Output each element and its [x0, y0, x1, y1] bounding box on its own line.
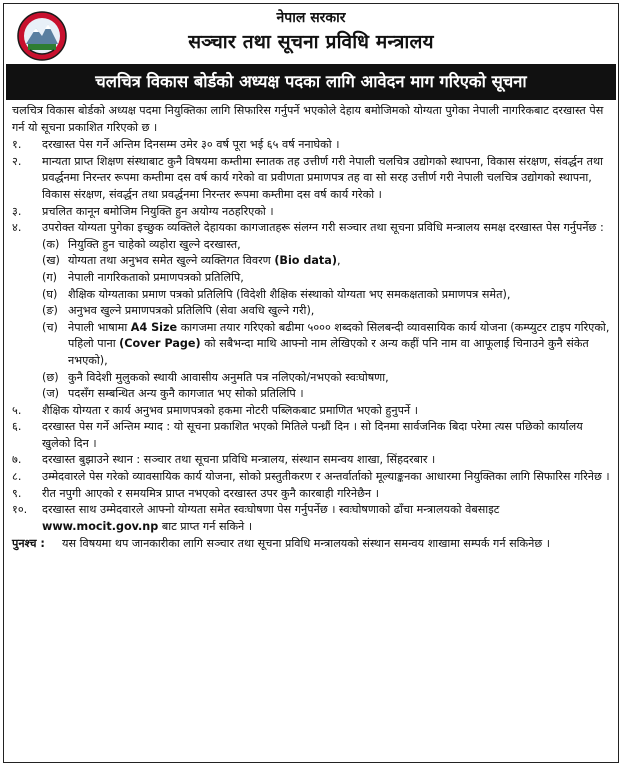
government-name: नेपाल सरकार: [276, 10, 346, 26]
list-item: [12, 469, 610, 486]
bio-data-term: (Bio data): [274, 254, 337, 268]
item-text-part: दरखास्त साथ उम्मेदवारले आफ्नो योग्यता समेत स्वःघोषणा पेस गर्नुपर्नेछ । स्वःघोषणाको ढाँचा मन्त्रालयको वेबसाइट: [42, 503, 500, 517]
postscript: [12, 536, 610, 553]
ministry-name: सञ्चार तथा सूचना प्रविधि मन्त्रालय: [188, 31, 434, 53]
sub-item-text-part: नेपाली भाषामा: [68, 320, 128, 334]
sub-item-text: नियुक्ति हुन चाहेको व्यहोरा खुल्ने दरखास्त,: [68, 237, 241, 251]
sub-item-number: (च): [42, 320, 58, 334]
sub-item-number: (क): [42, 237, 60, 251]
list-item: [12, 137, 610, 154]
item-number: ६.: [12, 420, 22, 434]
item-text: दरखास्त बुझाउने स्थान : सञ्चार तथा सूचना प्रविधि मन्त्रालय, संस्थान समन्वय शाखा, सिंहदरबार ।: [42, 453, 436, 467]
sub-item-text: शैक्षिक योग्यताका प्रमाण पत्रको प्रतिलिपि (विदेशी शैक्षिक संस्थाको योग्यता भए समकक्षताको प्रमाणपत्र समेत),: [68, 287, 511, 301]
sub-list-item: [42, 237, 610, 254]
sub-list-item: [42, 320, 610, 370]
notice-header: [4, 4, 618, 64]
list-item: [12, 486, 610, 503]
sub-item-number: (छ): [42, 370, 59, 384]
list-item: [12, 154, 610, 204]
sub-item-text: [68, 253, 610, 270]
postscript-label: पुनश्च :: [12, 537, 45, 551]
a4-size-term: A4 Size: [130, 320, 178, 334]
item-text: [42, 502, 610, 535]
sub-item-number: (घ): [42, 287, 58, 301]
item-number: १०.: [12, 503, 28, 517]
item-text: मान्यता प्राप्त शिक्षण संस्थाबाट कुनै विषयमा कम्तीमा स्नातक तह उत्तीर्ण गरी नेपाली चलचित्र उद्योगको स्थापना, विकास संरक्षण, संवर्द्धन तथा प्रवर्द्धनमा निरन्तर रूपमा कम्तीमा दस वर्ष कार्य गरेको वा प्रवीणता प्रमाणपत्र तह वा सो सरह उत्तीर्ण गरी नेपाली चलचित्र उद्योगको स्थापना, विकास संरक्षण, संवर्द्धन तथा प्रवर्द्धनमा निरन्तर रूपमा कम्तीमा दस वर्ष कार्य गरेको ।: [42, 154, 604, 201]
list-item: [12, 502, 610, 535]
item-number: १.: [12, 138, 22, 152]
sub-item-text-part: ,: [336, 254, 341, 268]
item-text: रीत नपुगी आएको र समयमित्र प्राप्त नभएको दरखास्त उपर कुनै कारबाही गरिनेछैन ।: [42, 486, 379, 500]
item-number: २.: [12, 154, 22, 168]
sub-item-text-part: को सबैभन्दा माथि आफ्नो नाम लेखिएको र अन्य कहीं पनि नाम वा आफूलाई चिनाउने कुनै संकेत नभएको),: [68, 337, 589, 367]
sub-item-number: (ज): [42, 387, 60, 401]
sub-list-item: [42, 287, 610, 304]
sub-item-number: (ख): [42, 254, 60, 268]
sub-list-item: [42, 303, 610, 320]
sub-item-text: अनुभव खुल्ने प्रमाणपत्रको प्रतिलिपि (सेवा अवधि खुल्ने गरी),: [68, 304, 315, 318]
list-item: [12, 403, 610, 420]
list-item: [12, 204, 610, 221]
sub-item-text-part: योग्यता तथा अनुभव समेत खुल्ने व्यक्तिगत विवरण: [68, 254, 271, 268]
item-text: प्रचलित कानून बमोजिम नियुक्ति हुन अयोग्य नठहरिएको ।: [42, 204, 274, 218]
item-text-part: बाट प्राप्त गर्न सकिने ।: [161, 519, 253, 533]
list-item: [12, 419, 610, 452]
item-number: ३.: [12, 204, 22, 218]
item-number: ८.: [12, 470, 22, 484]
sub-item-text: कुनै विदेशी मुलुकको स्थायी आवासीय अनुमति पत्र नलिएको/नभएको स्वःघोषणा,: [68, 370, 389, 384]
postscript-text: यस विषयमा थप जानकारीका लागि सञ्चार तथा सूचना प्रविधि मन्त्रालयको संस्थान समन्वय शाखामा सम्पर्क गर्न सकिनेछ ।: [62, 537, 550, 551]
sub-item-text: पदसँग सम्बन्धित अन्य कुनै कागजात भए सोको प्रतिलिपि ।: [68, 387, 304, 401]
item-text: दरखास्त पेस गर्ने अन्तिम म्याद : यो सूचना प्रकाशित भएको मितिले पन्ध्रौं दिन । सो दिनमा सार्वजनिक बिदा परेमा त्यस पछिको कार्यालय खुलेको दिन ।: [42, 420, 583, 450]
intro-paragraph: चलचित्र विकास बोर्डको अध्यक्ष पदमा नियुक्तिका लागि सिफारिस गर्नुपर्ने भएकोले देहाय बमोजिमको योग्यता पुगेका नेपाली नागरिकबाट दरखास्त पेस गर्न यो सूचना प्रकाशित गरिएको छ ।: [12, 104, 604, 134]
sub-list-item: [42, 270, 610, 287]
cover-page-term: (Cover Page): [119, 337, 201, 351]
list-item: [12, 452, 610, 469]
item-text: शैक्षिक योग्यता र कार्य अनुभव प्रमाणपत्रको हकमा नोटरी पब्लिकबाट प्रमाणित भएको हुनुपर्ने ।: [42, 403, 418, 417]
sub-list-item: [42, 370, 610, 387]
sub-list-item: [42, 386, 610, 403]
notice-body: [4, 100, 618, 553]
sub-item-text-part: कागजमा तयार गरिएको बढीमा ५००० शब्दको सिलबन्दी व्यावसायिक कार्य योजना (कम्प्युटर टाइप गरिएको, पहिलो पाना: [68, 320, 610, 351]
sub-list-item: [42, 253, 610, 270]
sub-item-text: नेपाली नागरिकताको प्रमाणपत्रको प्रतिलिपि,: [68, 270, 244, 284]
sub-item-number: (ङ): [42, 304, 58, 318]
notice-title: चलचित्र विकास बोर्डको अध्यक्ष पदका लागि आवेदन माग गरिएको सूचना: [6, 64, 616, 100]
item-text: उपरोक्त योग्यता पुगेका इच्छुक व्यक्तिले देहायका कागजातहरू संलग्न गरी सञ्चार तथा सूचना प्रविधि मन्त्रालय समक्ष दरखास्त पेस गर्नुपर्नेछ :: [42, 221, 604, 235]
item-number: ७.: [12, 453, 22, 467]
notice-page: [3, 3, 619, 763]
list-item: [12, 220, 610, 237]
item-text: दरखास्त पेस गर्ने अन्तिम दिनसम्म उमेर ३० वर्ष पूरा भई ६५ वर्ष ननाघेको ।: [42, 138, 340, 152]
item-text: उम्मेदवारले पेस गरेको व्यावसायिक कार्य योजना, सोको प्रस्तुतीकरण र अन्तर्वार्ताको मूल्याङ्कनका आधारमा नियुक्तिका लागि सिफारिस गरिनेछ ।: [42, 470, 610, 484]
item-number: ९.: [12, 486, 22, 500]
item-number: ४.: [12, 221, 22, 235]
item-number: ५.: [12, 403, 22, 417]
sub-item-number: (ग): [42, 270, 58, 284]
sub-item-text: [68, 320, 610, 370]
website-link[interactable]: www.mocit.gov.np: [42, 519, 159, 533]
